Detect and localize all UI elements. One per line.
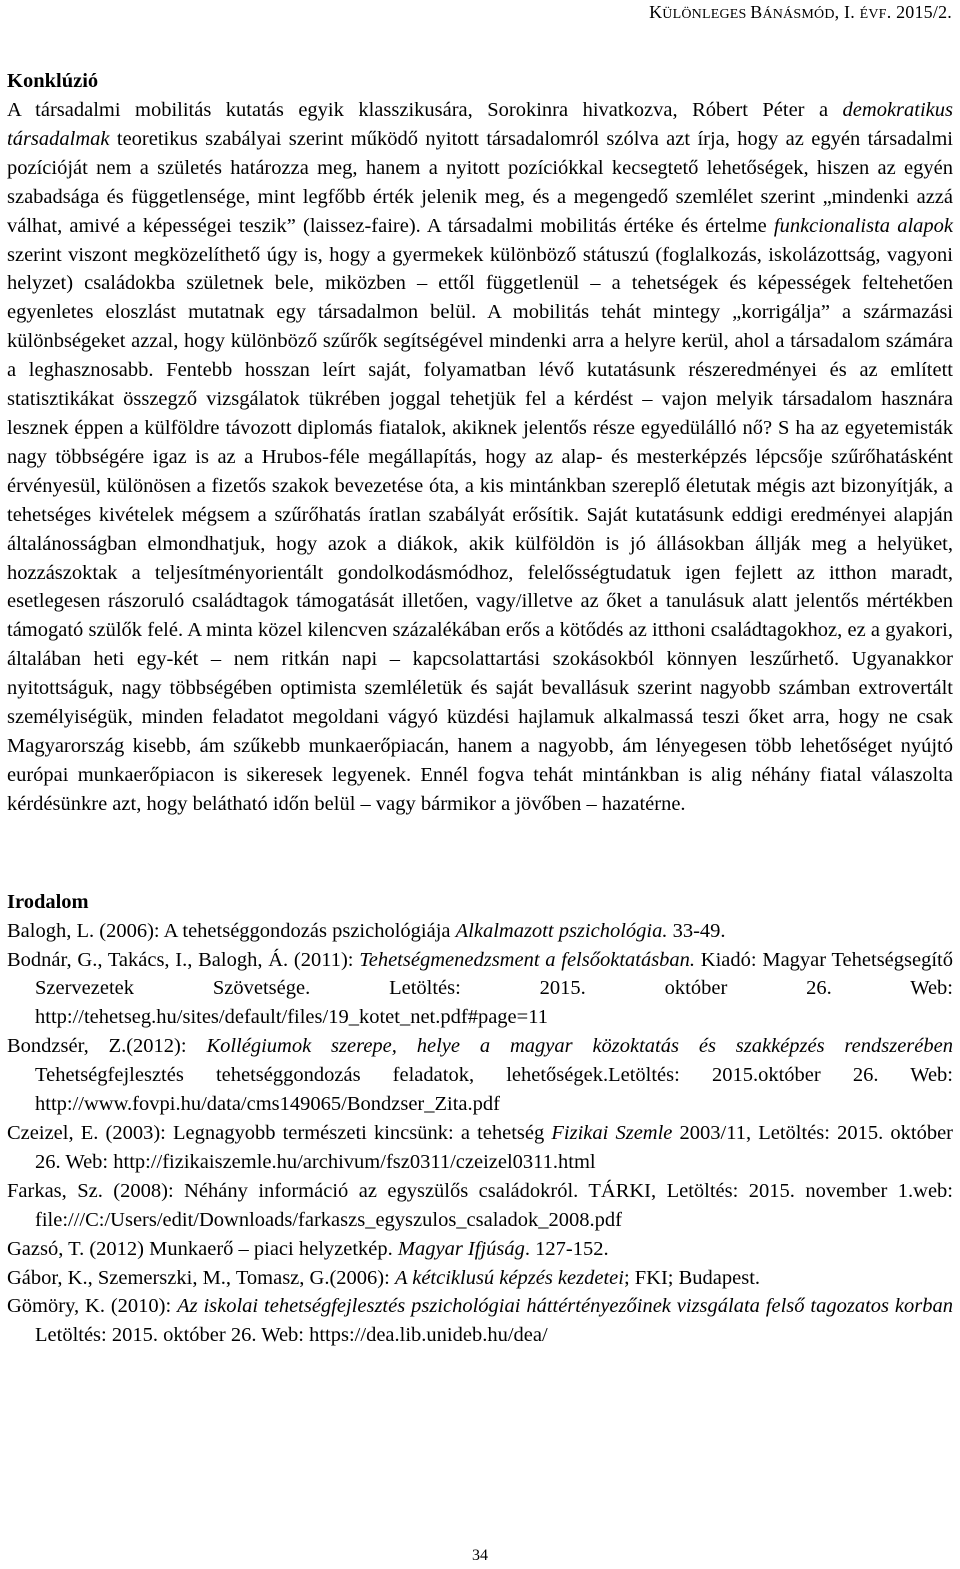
text-run: teoretikus szabályai szerint működő nyitott társadalomról szólva azt írja, hogy az egyén társadalmi pozícióját nem a születés határozza meg, hanem a nyitott pozíciókkal kecsegtető lehetőségek, hiszen az egyén szabadsága és függetlensége, mint legfőbb érték jelenik meg, és a megengedő szemlélet szerint „mindenki azzá válhat, amivé a képességei teszik” (laissez-faire). A társadalmi mobilitás értéke és értelme <box>7 127 953 237</box>
reference-list <box>7 917 953 1351</box>
text-run: Letöltés: 2015. október 26. Web: https://dea.lib.unideb.hu/dea/ <box>35 1324 548 1347</box>
text-run: Bondzsér, Z.(2012): <box>7 1035 207 1058</box>
running-header-part: , I. <box>834 2 860 22</box>
text-run: Tehetségfejlesztés tehetséggondozás feladatok, lehetőségek.Letöltés: 2015.október 26. Web: http://www.fovpi.hu/data/cms149065/Bondzser_Zita.pdf <box>35 1064 953 1116</box>
text-run: Balogh, L. (2006): A tehetséggondozás pszichológiája <box>7 919 456 942</box>
reference-item <box>7 917 953 946</box>
text-run: szerint viszont megközelíthető úgy is, hogy a gyermekek különböző státuszú (foglalkozás, iskolázottság, vagyoni helyzet) családokba születnek bele, miközben – ettől függetlenül – a tehetségek és képességek feltehetően egyenletes eloszlást mutatnak egy társadalmon belül. A mobilitás tehát mintegy „korrigálja” a származási különbségeket azzal, hogy különböző szűrők segítségével mindenki arra a helyre kerül, ahol a társadalom számára a leghasznosabb. Fentebb hosszan leírt saját, folyamatban lévő kutatásunk részeredményei és az említett statisztikákat összegző vizsgálatok tükrében joggal tehetjük fel a kérdést – vajon melyik társadalom hasznára lesznek éppen a külföldre távozott diplomás fiatalok, akiknek jelentős része egyedülálló nő? S ha az egyetemisták nagy többségére igaz is az a Hrubos-féle megállapítás, hogy az alap- és mesterképzés lépcsője szűrőhatásként érvényesül, különösen a fizetős szakok bevezetése óta, a kis mintánkban szereplő életutak mégis azt bizonyítják, a tehetséges kivételek mégsem a szűrőhatás íratlan szabályát erősítik. Saját kutatásunk eddigi eredményei alapján általánosságban elmondhatjuk, hogy azok a diákok, akik külföldön is jó állásokban állják meg a helyüket, hozzászoktak a teljesítményorientált gondolkodásmódhoz, felelősségtudatuk igen fejlett az itthon maradt, esetlegesen rászoruló családtagok támogatását illetően, vagy/illetve az őket a tanulásuk alatt jelentős mértékben támogató szülők felé. A minta közel kilencven százalékában erős a kötődés az itthoni családtagokhoz, ez a gyakori, általában heti egy-két – nem ritkán napi – kapcsolattartási szokásokból könnyen leszűrhető. Ugyanakkor nyitottságuk, nagy többségében optimista szemléletük és saját bevallásuk szerint nagyobb számban extrovertált személyiségük, minden feladatot megoldani vágyó küzdési hajlamuk alkalmassá teszi őket arra, hogy ne csak Magyarország kisebb, ám szűkebb munkaerőpiacán, hanem a nagyobb, ám lényegesen több lehetőséget nyújtó európai munkaerőpiacon is sikeresek legyenek. Ennél fogva tehát mintánkban is alig néhány fiatal válaszolta kérdésünkre azt, hogy belátható időn belül – vagy bármikor a jövőben – hazatérne. <box>7 243 953 815</box>
italic-text: demokratikus társadalmak <box>7 99 953 150</box>
italic-text: Magyar Ifjúság <box>397 1237 525 1260</box>
text-run: Czeizel, E. (2003): Legnagyobb természeti kincsünk: a tehetség <box>7 1122 552 1144</box>
text-run: Gábor, K., Szemerszki, M., Tomasz, G.(2006): <box>7 1266 395 1289</box>
reference-item <box>7 1032 953 1119</box>
text-run: Gazsó, T. (2012) Munkaerő – piaci helyzetkép. <box>7 1237 398 1260</box>
running-header <box>649 2 952 23</box>
conclusion-paragraph <box>7 96 953 819</box>
text-run: . 127-152. <box>524 1237 609 1260</box>
italic-text: funkcionalista alapok <box>773 214 953 237</box>
running-header-part: ÁNÁSMÓD <box>762 7 835 22</box>
italic-text: Alkalmazott pszichológia. <box>455 919 668 942</box>
text-run: 33-49. <box>667 919 726 942</box>
section-title-konkluzio: Konklúzió <box>7 70 99 92</box>
italic-text: Az iskolai tehetségfejlesztés pszichológiai háttértényezőinek vizsgálata felső tagozatos korban <box>177 1295 953 1318</box>
page-content <box>7 67 953 1350</box>
text-run: 2003/11, Letöltés: 2015. október 26. Web: http://fizikaiszemle.hu/archivum/fsz0311/czeizel0311.html <box>35 1122 953 1173</box>
reference-item <box>7 1264 953 1293</box>
italic-text: Tehetségmenedzsment a felsőoktatásban. <box>359 948 696 971</box>
running-header-part: ÜLÖNLEGES <box>662 7 751 22</box>
running-header-part: B <box>750 2 763 22</box>
page-number: 34 <box>472 1547 488 1564</box>
text-run: A társadalmi mobilitás kutatás egyik klasszikusára, Sorokinra hivatkozva, Róbert Péter a <box>7 99 843 121</box>
references-title: Irodalom <box>7 890 89 913</box>
reference-item <box>7 1177 953 1235</box>
reference-item <box>7 1292 953 1350</box>
text-run: Kiadó: Magyar Tehetségsegítő Szervezetek Szövetsége. Letöltés: 2015. október 26. Web: http://tehetseg.hu/sites/default/files/19_kotet_net.pdf#page=11 <box>35 948 953 1029</box>
running-header-part: ÉVF <box>859 7 887 22</box>
text-run: Bodnár, G., Takács, I., Balogh, Á. (2011): <box>7 948 360 971</box>
text-run: ; FKI; Budapest. <box>623 1266 761 1289</box>
text-run: Gömöry, K. (2010): <box>7 1295 178 1318</box>
italic-text: Fizikai Szemle <box>551 1122 673 1144</box>
running-header-part: K <box>649 2 663 22</box>
running-header-part: . 2015/2. <box>886 2 952 22</box>
text-run: Farkas, Sz. (2008): Néhány információ az egyszülős családokról. TÁRKI, Letöltés: 2015. november 1.web: file:///C:/Users/edit/Downloads/farkaszs_egyszulos_csaladok_2008.pdf <box>7 1179 953 1231</box>
reference-item <box>7 1235 953 1264</box>
reference-item <box>7 946 953 1033</box>
reference-item <box>7 1119 953 1177</box>
italic-text: Kollégiumok szerepe, helye a magyar közoktatás és szakképzés rendszerében <box>206 1035 953 1058</box>
italic-text: A kétciklusú képzés kezdetei <box>394 1266 624 1289</box>
